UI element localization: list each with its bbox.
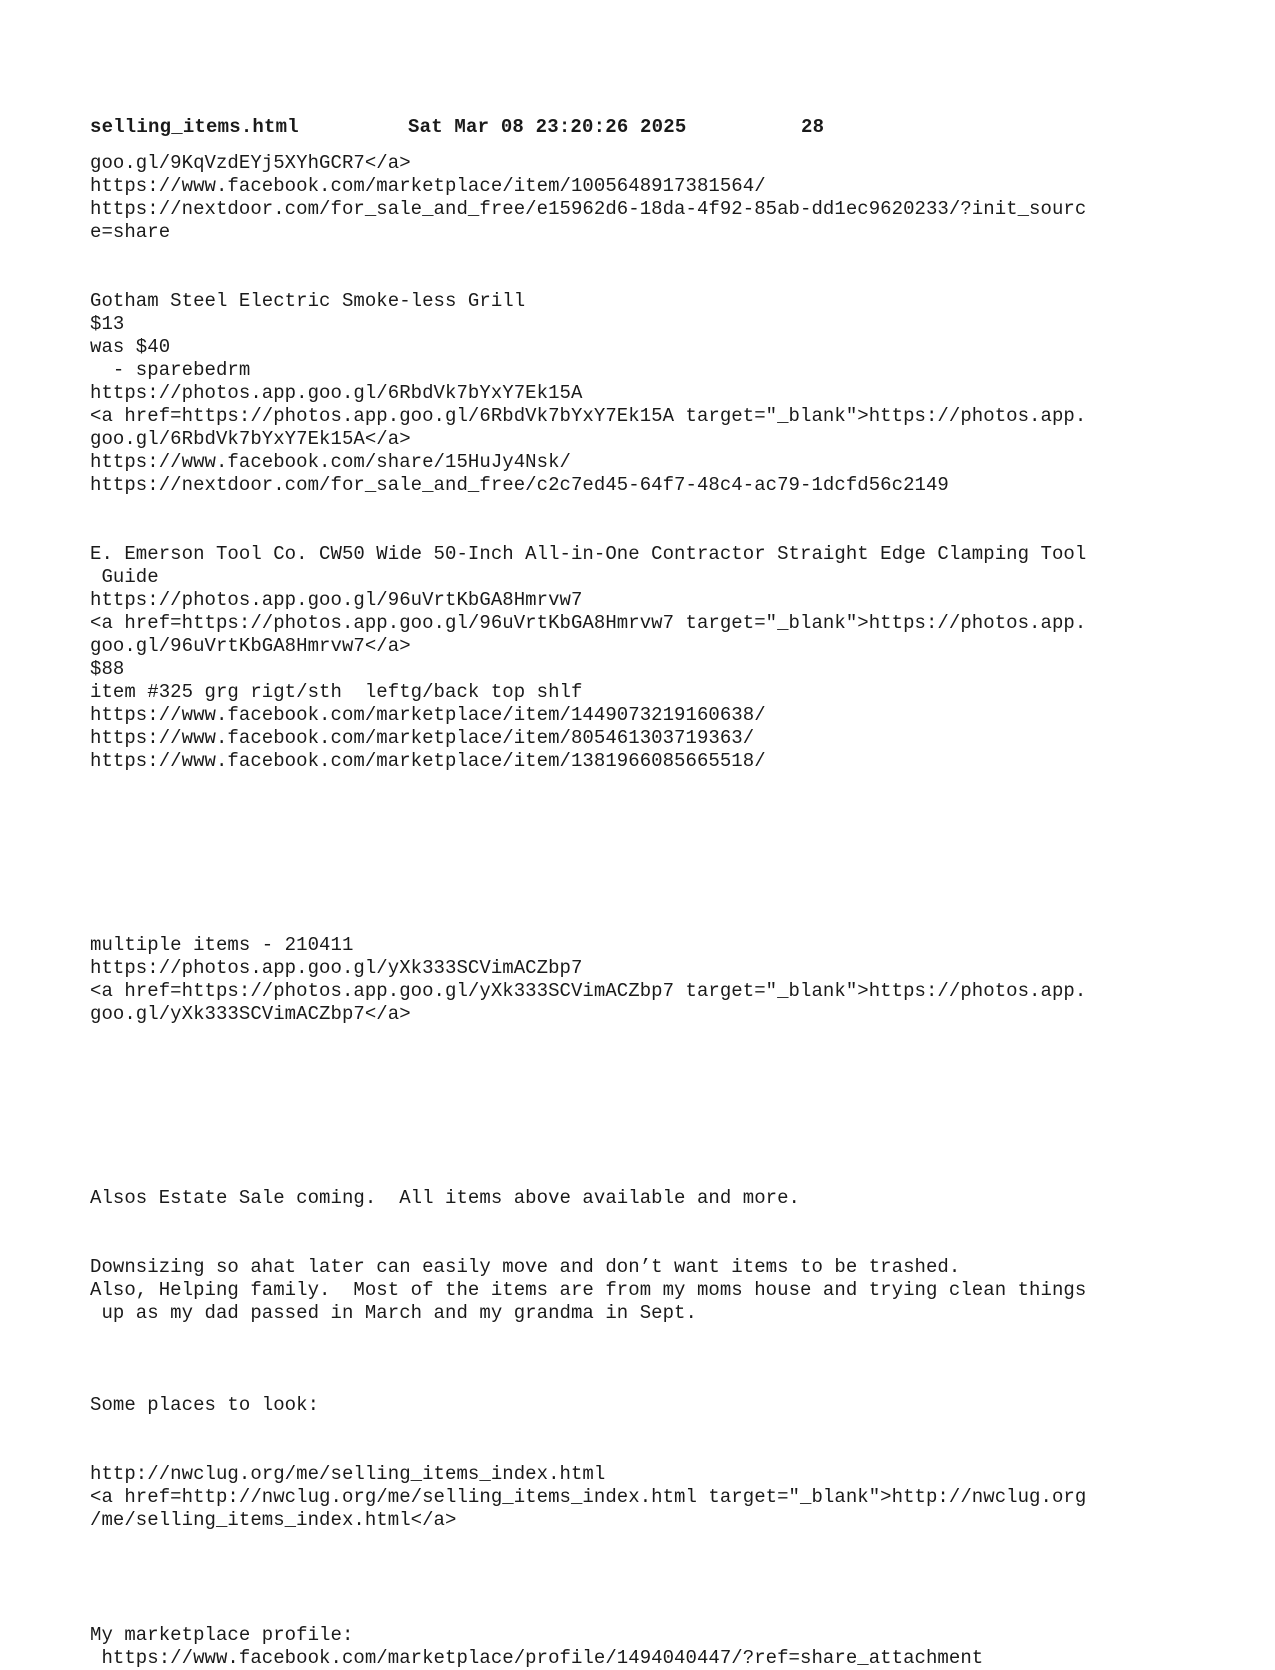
text-line: goo.gl/96uVrtKbGA8Hmrvw7</a> <box>90 635 411 657</box>
blank-line <box>90 1417 1210 1440</box>
blank-line <box>90 1233 1210 1256</box>
print-header <box>90 116 824 139</box>
blank-line <box>90 865 1210 888</box>
blank-line <box>90 819 1210 842</box>
blank-line <box>90 244 1210 267</box>
text-line: up as my dad passed in March and my grandma in Sept. <box>90 1302 697 1324</box>
blank-line <box>90 497 1210 520</box>
blank-line <box>90 1440 1210 1463</box>
text-line: Downsizing so ahat later can easily move and don’t want items to be trashed. <box>90 1256 961 1278</box>
text-line: My marketplace profile: <box>90 1624 354 1646</box>
text-line: E. Emerson Tool Co. CW50 Wide 50-Inch All-in-One Contractor Straight Edge Clamping Tool <box>90 543 1087 565</box>
blank-line <box>90 1141 1210 1164</box>
text-line: https://photos.app.goo.gl/96uVrtKbGA8Hmrvw7 <box>90 589 583 611</box>
text-line: https://www.facebook.com/marketplace/item/1005648917381564/ <box>90 175 766 197</box>
blank-line <box>90 1325 1210 1348</box>
text-line: Guide <box>90 566 159 588</box>
text-line: /me/selling_items_index.html</a> <box>90 1509 457 1531</box>
blank-line <box>90 1072 1210 1095</box>
blank-line <box>90 1371 1210 1394</box>
header-filename: selling_items.html <box>90 116 299 138</box>
text-line: https://nextdoor.com/for_sale_and_free/c2c7ed45-64f7-48c4-ac79-1dcfd56c2149 <box>90 474 949 496</box>
blank-line <box>90 1026 1210 1049</box>
text-line: https://www.facebook.com/marketplace/item/805461303719363/ <box>90 727 755 749</box>
blank-line <box>90 888 1210 911</box>
blank-line <box>90 1095 1210 1118</box>
blank-line <box>90 911 1210 934</box>
blank-line <box>90 1578 1210 1601</box>
text-line: $13 <box>90 313 125 335</box>
text-line: goo.gl/9KqVzdEYj5XYhGCR7</a> <box>90 152 411 174</box>
text-line: https://www.facebook.com/marketplace/item/1381966085665518/ <box>90 750 766 772</box>
text-line: https://www.facebook.com/share/15HuJy4Nsk/ <box>90 451 571 473</box>
text-line: <a href=https://photos.app.goo.gl/96uVrtKbGA8Hmrvw7 target="_blank">https://photos.app. <box>90 612 1087 634</box>
text-line: https://photos.app.goo.gl/6RbdVk7bYxY7Ek15A <box>90 382 583 404</box>
blank-line <box>90 1348 1210 1371</box>
text-line: Some places to look: <box>90 1394 320 1416</box>
blank-line <box>90 1532 1210 1555</box>
document-body <box>90 152 1210 1670</box>
blank-line <box>90 842 1210 865</box>
header-datetime: Sat Mar 08 23:20:26 2025 <box>408 116 687 138</box>
text-line: item #325 grg rigt/sth leftg/back top shlf <box>90 681 583 703</box>
text-line: <a href=https://photos.app.goo.gl/yXk333SCVimACZbp7 target="_blank">https://photos.app. <box>90 980 1087 1002</box>
text-line: <a href=https://photos.app.goo.gl/6RbdVk7bYxY7Ek15A target="_blank">https://photos.app. <box>90 405 1087 427</box>
blank-line <box>90 267 1210 290</box>
blank-line <box>90 796 1210 819</box>
text-line: - sparebedrm <box>90 359 251 381</box>
text-line: Also, Helping family. Most of the items are from my moms house and trying clean things <box>90 1279 1087 1301</box>
text-line: https://www.facebook.com/marketplace/item/1449073219160638/ <box>90 704 766 726</box>
text-line: https://www.facebook.com/marketplace/profile/1494040447/?ref=share_attachment <box>90 1647 984 1669</box>
text-line: http://nwclug.org/me/selling_items_index.html <box>90 1463 606 1485</box>
blank-line <box>90 773 1210 796</box>
text-line: <a href=http://nwclug.org/me/selling_items_index.html target="_blank">http://nwclug.org <box>90 1486 1087 1508</box>
blank-line <box>90 1118 1210 1141</box>
text-line: Alsos Estate Sale coming. All items above available and more. <box>90 1187 801 1209</box>
text-line: goo.gl/6RbdVk7bYxY7Ek15A</a> <box>90 428 411 450</box>
blank-line <box>90 520 1210 543</box>
blank-line <box>90 1164 1210 1187</box>
text-line: goo.gl/yXk333SCVimACZbp7</a> <box>90 1003 411 1025</box>
blank-line <box>90 1210 1210 1233</box>
header-page-number: 28 <box>801 116 825 138</box>
text-line: Gotham Steel Electric Smoke-less Grill <box>90 290 526 312</box>
blank-line <box>90 1049 1210 1072</box>
text-line: was $40 <box>90 336 171 358</box>
text-line: https://nextdoor.com/for_sale_and_free/e15962d6-18da-4f92-85ab-dd1ec9620233/?init_sourc <box>90 198 1087 220</box>
blank-line <box>90 1555 1210 1578</box>
blank-line <box>90 1601 1210 1624</box>
text-line: multiple items - 210411 <box>90 934 354 956</box>
text-line: $88 <box>90 658 125 680</box>
text-line: e=share <box>90 221 171 243</box>
text-line: https://photos.app.goo.gl/yXk333SCVimACZbp7 <box>90 957 583 979</box>
